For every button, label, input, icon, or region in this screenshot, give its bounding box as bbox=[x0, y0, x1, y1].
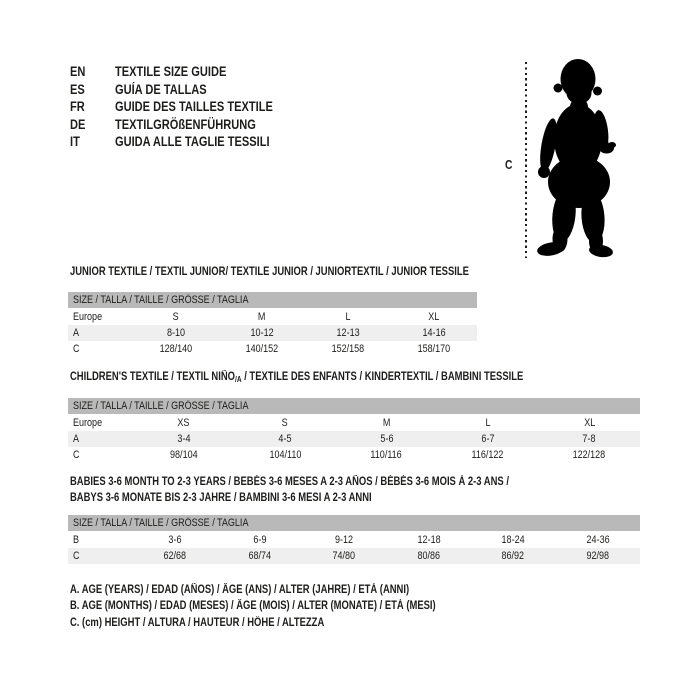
table-row bbox=[68, 415, 640, 431]
row-label: A bbox=[73, 433, 80, 445]
table-cell: 18-24 bbox=[501, 534, 525, 546]
size-header-label: SIZE / TALLA / TAILLE / GRÖSSE / TAGLIA bbox=[73, 400, 249, 412]
row-label: Europe bbox=[73, 311, 103, 323]
language-row-fr bbox=[70, 98, 308, 116]
language-code: ES bbox=[70, 81, 85, 97]
table-cell: 152/158 bbox=[331, 343, 365, 355]
table-row bbox=[68, 447, 640, 463]
table-cell: 12-18 bbox=[417, 534, 441, 546]
table-row bbox=[68, 325, 477, 341]
language-code: FR bbox=[70, 99, 85, 115]
babies-table-title-line1: BABIES 3-6 MONTH TO 2-3 YEARS / BEBÉS 3-6 MESES A 2-3 AÑOS / BÉBÉS 3-6 MOIS À 2-3 ANS / bbox=[70, 476, 509, 488]
legend-line-c: C. (cm) HEIGHT / ALTURA / HAUTEUR / HÖHE / ALTEZZA bbox=[70, 616, 325, 629]
table-cell: 7-8 bbox=[582, 433, 596, 445]
children-table-title bbox=[70, 371, 523, 384]
language-row-en bbox=[70, 63, 308, 81]
size-header-label: SIZE / TALLA / TAILLE / GRÖSSE / TAGLIA bbox=[73, 294, 249, 306]
table-cell: 62/68 bbox=[163, 550, 187, 562]
row-label: C bbox=[73, 449, 80, 461]
height-measure-label: C bbox=[505, 158, 513, 172]
table-cell: S bbox=[282, 417, 289, 429]
language-label: TEXTILGRÖßENFÜHRUNG bbox=[115, 116, 256, 132]
table-cell: 8-10 bbox=[166, 327, 186, 339]
table-cell: M bbox=[382, 417, 391, 429]
language-label: GUIDA ALLE TAGLIE TESSILI bbox=[115, 134, 270, 150]
language-title-list bbox=[70, 63, 308, 151]
row-label: A bbox=[73, 327, 80, 339]
table-cell: 10-12 bbox=[250, 327, 274, 339]
legend bbox=[70, 582, 516, 631]
table-cell: 74/80 bbox=[332, 550, 356, 562]
table-cell: XS bbox=[177, 417, 190, 429]
row-label: C bbox=[73, 343, 80, 355]
row-label: Europe bbox=[73, 417, 103, 429]
language-label: TEXTILE SIZE GUIDE bbox=[115, 64, 227, 80]
table-cell: 5-6 bbox=[379, 433, 394, 445]
table-cell: XL bbox=[583, 417, 595, 429]
row-label: C bbox=[73, 550, 80, 562]
table-cell: 9-12 bbox=[335, 534, 354, 546]
table-cell: XL bbox=[428, 311, 440, 323]
language-label: GUÍA DE TALLAS bbox=[115, 81, 207, 97]
table-cell: 104/110 bbox=[269, 449, 302, 461]
babies-table-title-line2: BABYS 3-6 MONATE BIS 2-3 JAHRE / BAMBINI 3-6 MESI A 2-3 ANNI bbox=[70, 492, 372, 504]
children-table bbox=[68, 398, 640, 463]
baby-silhouette bbox=[534, 55, 624, 260]
language-code: EN bbox=[70, 64, 86, 80]
table-cell: 68/74 bbox=[248, 550, 272, 562]
language-label: GUIDE DES TAILLES TEXTILE bbox=[115, 99, 273, 115]
table-row bbox=[68, 341, 477, 357]
table-cell: 128/140 bbox=[159, 343, 193, 355]
table-cell: 3-4 bbox=[177, 433, 191, 445]
legend-line-b: B. AGE (MONTHS) / EDAD (MESES) / ÂGE (MOIS) / ALTER (MONATE) / ETÀ (MESI) bbox=[70, 600, 436, 613]
table-cell: 86/92 bbox=[501, 550, 525, 562]
table-cell: 122/128 bbox=[573, 449, 606, 461]
table-cell: 140/152 bbox=[245, 343, 279, 355]
row-label: B bbox=[73, 534, 80, 546]
table-cell: 24-36 bbox=[586, 534, 610, 546]
size-header-bar bbox=[68, 398, 640, 414]
height-measure-line bbox=[525, 62, 527, 258]
babies-table bbox=[68, 515, 640, 564]
table-cell: M bbox=[258, 311, 266, 323]
legend-line-a: A. AGE (YEARS) / EDAD (AÑOS) / ÂGE (ANS) / ALTER (JAHRE) / ETÀ (ANNI) bbox=[70, 584, 410, 596]
table-cell: 6-7 bbox=[481, 433, 495, 445]
table-row bbox=[68, 431, 640, 447]
table-row bbox=[68, 548, 640, 564]
junior-table bbox=[68, 292, 477, 357]
table-cell: L bbox=[485, 417, 491, 429]
table-cell: 158/170 bbox=[417, 343, 451, 355]
junior-table-title: JUNIOR TEXTILE / TEXTIL JUNIOR/ TEXTILE JUNIOR / JUNIORTEXTIL / JUNIOR TESSILE bbox=[70, 266, 469, 278]
table-cell: 80/86 bbox=[417, 550, 441, 562]
table-cell: 110/116 bbox=[370, 449, 403, 461]
table-cell: 98/104 bbox=[169, 449, 198, 461]
table-cell: 3-6 bbox=[168, 534, 182, 546]
language-code: DE bbox=[70, 116, 86, 132]
table-cell: 12-13 bbox=[336, 327, 360, 339]
children-table-title-main: CHILDREN'S TEXTILE / TEXTIL NIÑO bbox=[70, 371, 236, 383]
table-row bbox=[68, 532, 640, 548]
language-row-de bbox=[70, 116, 308, 134]
table-cell: 6-9 bbox=[253, 534, 267, 546]
table-cell: L bbox=[345, 311, 351, 323]
table-cell: S bbox=[172, 311, 180, 323]
table-cell: 116/122 bbox=[471, 449, 504, 461]
size-header-bar bbox=[68, 515, 640, 531]
size-header-label: SIZE / TALLA / TAILLE / GRÖSSE / TAGLIA bbox=[73, 517, 249, 529]
table-cell: 92/98 bbox=[586, 550, 610, 562]
table-cell: 14-16 bbox=[422, 327, 446, 339]
language-code: IT bbox=[70, 134, 80, 150]
language-row-es bbox=[70, 81, 308, 99]
table-row bbox=[68, 309, 477, 325]
children-table-title-sub: /A bbox=[235, 375, 242, 384]
size-header-bar bbox=[68, 292, 477, 308]
children-table-title-rest: / TEXTILE DES ENFANTS / KINDERTEXTIL / BAMBINI TESSILE bbox=[241, 371, 524, 383]
table-cell: 4-5 bbox=[278, 433, 292, 445]
language-row-it bbox=[70, 133, 308, 151]
